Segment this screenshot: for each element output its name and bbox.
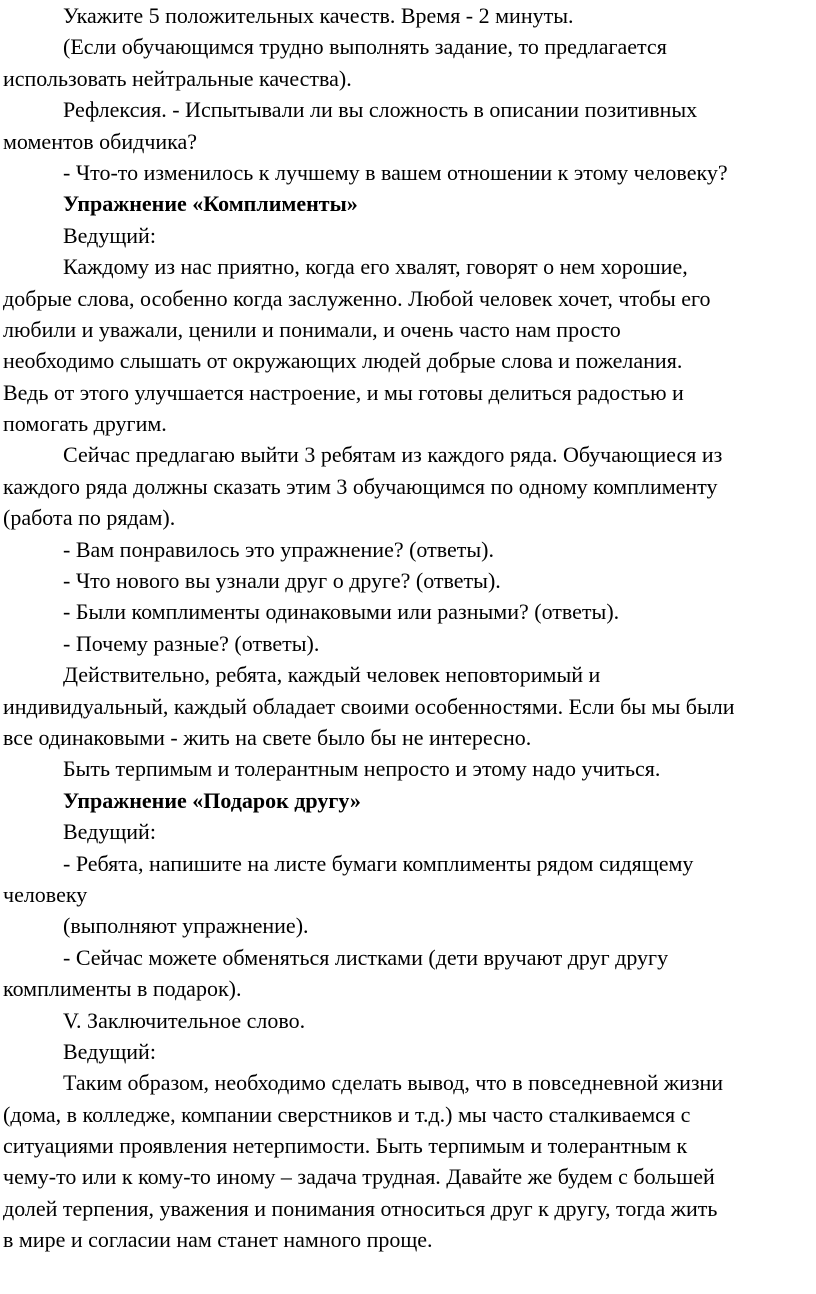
text-line: ситуациями проявления нетерпимости. Быть терпимым и толерантным к <box>3 1133 688 1159</box>
section-heading: Упражнение «Подарок другу» <box>63 787 361 813</box>
text-line: Укажите 5 положительных качеств. Время - 2 минуты. <box>63 3 574 28</box>
text-line: (работа по рядам). <box>3 505 176 531</box>
text-line: все одинаковыми - жить на свете было бы не интересно. <box>3 724 532 750</box>
text-line: моментов обидчика? <box>3 128 198 154</box>
text-line: - Что-то изменилось к лучшему в вашем отношении к этому человеку? <box>63 159 728 185</box>
text-line: необходимо слышать от окружающих людей добрые слова и пожелания. <box>3 348 683 374</box>
text-line: Ведущий: <box>63 1038 156 1064</box>
text-line: - Ребята, напишите на листе бумаги комплименты рядом сидящему <box>63 850 694 876</box>
section-heading: Упражнение «Комплименты» <box>63 191 358 217</box>
text-line: Ведущий: <box>63 819 156 845</box>
text-line: Рефлексия. - Испытывали ли вы сложность в описании позитивных <box>63 97 698 123</box>
text-line: (Если обучающимся трудно выполнять задание, то предлагается <box>63 34 667 60</box>
text-line: человеку <box>3 881 88 907</box>
text-line: индивидуальный, каждый обладает своими особенностями. Если бы мы были <box>3 693 735 719</box>
text-line: V. Заключительное слово. <box>63 1007 306 1033</box>
text-line: каждого ряда должны сказать этим 3 обучающимся по одному комплименту <box>3 473 718 499</box>
text-line: (выполняют упражнение). <box>63 913 309 939</box>
text-line: любили и уважали, ценили и понимали, и очень часто нам просто <box>3 316 621 342</box>
text-line: комплименты в подарок). <box>3 976 242 1002</box>
text-line: (дома, в колледже, компании сверстников и т.д.) мы часто сталкиваемся с <box>3 1101 691 1127</box>
text-line: - Были комплименты одинаковыми или разными? (ответы). <box>63 599 620 625</box>
text-line: - Почему разные? (ответы). <box>63 630 320 656</box>
text-line: Сейчас предлагаю выйти 3 ребятам из каждого ряда. Обучающиеся из <box>63 442 723 468</box>
text-line: Ведь от этого улучшается настроение, и мы готовы делиться радостью и <box>3 379 684 405</box>
text-line: Таким образом, необходимо сделать вывод, что в повседневной жизни <box>63 1070 724 1096</box>
text-line: - Что нового вы узнали друг о друге? (ответы). <box>63 568 501 594</box>
text-line: Ведущий: <box>63 222 156 248</box>
text-line: долей терпения, уважения и понимания относиться друг к другу, тогда жить <box>3 1195 718 1221</box>
text-line: в мире и согласии нам станет намного проще. <box>3 1227 433 1253</box>
text-line: помогать другим. <box>3 411 167 437</box>
text-line: Действительно, ребята, каждый человек неповторимый и <box>63 662 601 688</box>
text-line: - Вам понравилось это упражнение? (ответы). <box>63 536 494 562</box>
text-line: - Сейчас можете обменяться листками (дети вручают друг другу <box>63 944 669 970</box>
text-line: Каждому из нас приятно, когда его хвалят, говорят о нем хорошие, <box>63 254 688 280</box>
text-line: чему-то или к кому-то иному – задача трудная. Давайте же будем с большей <box>3 1164 715 1190</box>
text-line: Быть терпимым и толерантным непросто и этому надо учиться. <box>63 756 661 782</box>
text-line: использовать нейтральные качества). <box>3 65 352 91</box>
text-line: добрые слова, особенно когда заслуженно. Любой человек хочет, чтобы его <box>3 285 711 311</box>
